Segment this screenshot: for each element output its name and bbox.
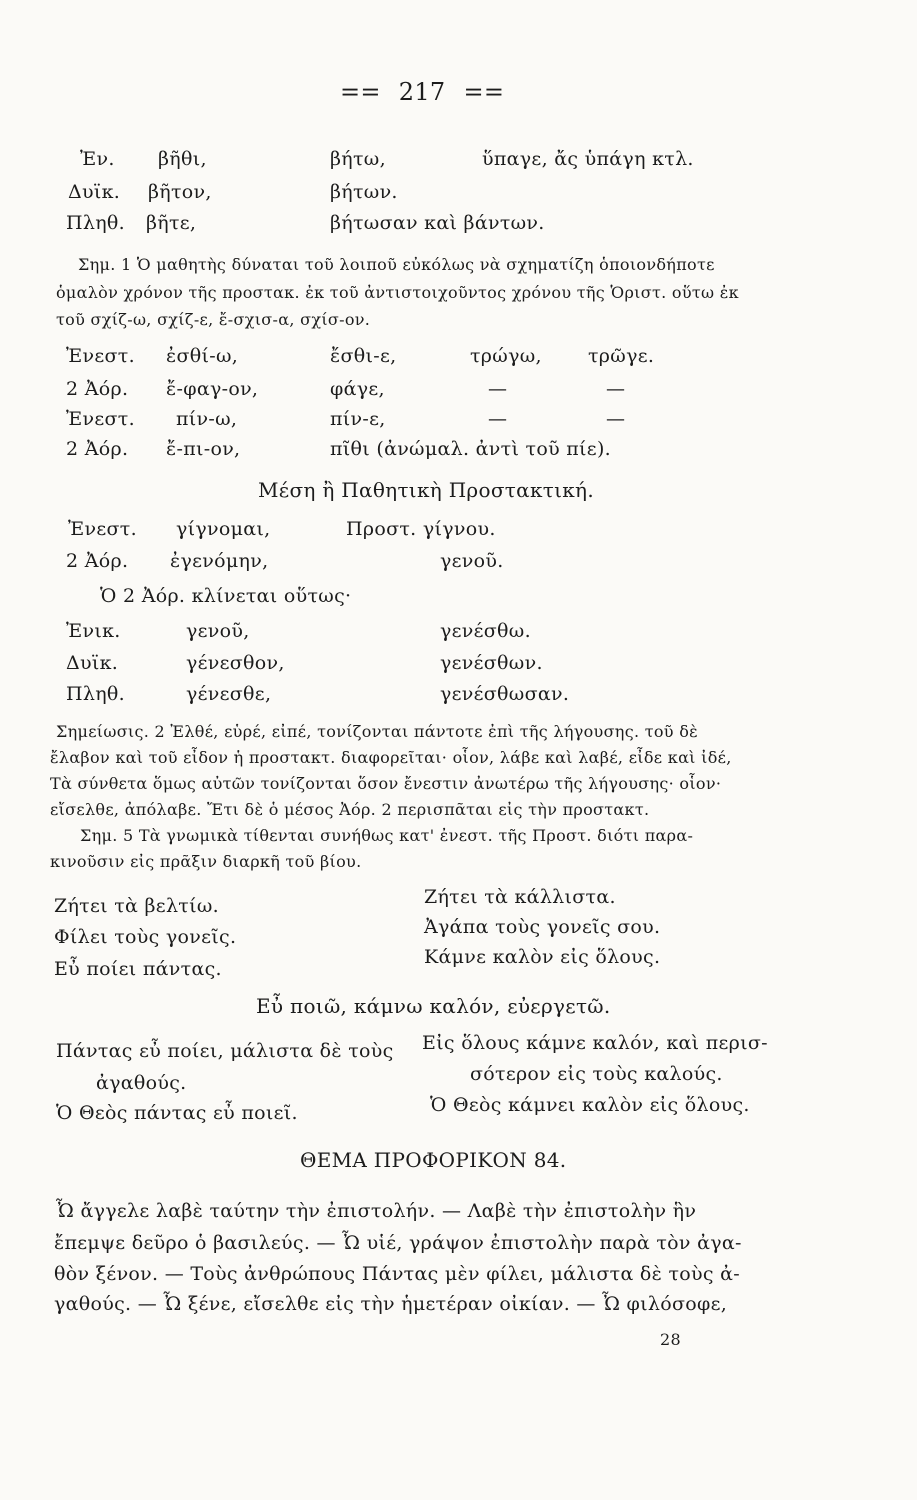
table4-cell: γένεσθε, bbox=[186, 683, 272, 705]
table2-cell: ἐσθί-ω, bbox=[166, 345, 239, 367]
header-deco-right-2: = bbox=[483, 78, 505, 106]
pair-left-line: ἀγαθούς. bbox=[96, 1072, 187, 1094]
maxim-right: Ζήτει τὰ κάλλιστα. bbox=[424, 886, 616, 908]
table2-row-label: Ἐνεστ. bbox=[66, 345, 135, 367]
page-header bbox=[340, 78, 504, 106]
table1-cell: βῆτον, bbox=[148, 181, 212, 203]
table2-cell: — bbox=[488, 408, 508, 430]
table2-cell: φάγε, bbox=[330, 378, 385, 400]
exercise-line: γαθούς. — Ὦ ξένε, εἴσελθε εἰς τὴν ἡμετέραν οἰκίαν. — Ὦ φιλόσοφε, bbox=[54, 1293, 728, 1315]
table1-row-label: Πληθ. bbox=[66, 212, 125, 234]
table4-cell: γένεσθον, bbox=[186, 652, 285, 674]
maxim-right: Ἀγάπα τοὺς γονεῖς σου. bbox=[424, 916, 661, 938]
table4-cell: γενοῦ, bbox=[186, 620, 250, 642]
exercise-line: θὸν ξένον. — Τοὺς ἀνθρώπους Πάντας μὲν φίλει, μάλιστα δὲ τοὺς ἀ- bbox=[54, 1263, 741, 1285]
note2-line: Σημείωσις. 2 Ἐλθέ, εὑρέ, εἰπέ, τονίζονται πάντοτε ἐπὶ τῆς λήγουσης. τοῦ δὲ bbox=[56, 722, 699, 741]
exercise-line: Ὦ ἄγγελε λαβὲ ταύτην τὴν ἐπιστολήν. — Λαβὲ τὴν ἐπιστολὴν ἣν bbox=[56, 1200, 697, 1222]
table2-cell: τρώγω, bbox=[470, 345, 542, 367]
table2-row-label: 2 Ἀόρ. bbox=[66, 438, 129, 460]
maxim-left: Ζήτει τὰ βελτίω. bbox=[54, 895, 219, 917]
aorist-line: Ὁ 2 Ἀόρ. κλίνεται οὕτως· bbox=[100, 585, 352, 607]
table3-row-label: 2 Ἀόρ. bbox=[66, 550, 129, 572]
maxim-left: Φίλει τοὺς γονεῖς. bbox=[54, 926, 237, 948]
pair-right-line: Εἰς ὅλους κάμνε καλόν, καὶ περισ- bbox=[422, 1032, 768, 1054]
table1-row-label: Δυϊκ. bbox=[68, 181, 121, 203]
table3-row-label: Ἐνεστ. bbox=[68, 518, 137, 540]
table1-cell: ὕπαγε, ἄς ὑπάγη κτλ. bbox=[482, 148, 694, 170]
table3-cell: γενοῦ. bbox=[440, 550, 504, 572]
note1-line: Σημ. 1 Ὁ μαθητὴς δύναται τοῦ λοιποῦ εὐκόλως νὰ σχηματίζη ὁποιονδήποτε bbox=[78, 255, 715, 274]
table2-cell: ἔ-φαγ-ον, bbox=[166, 378, 259, 400]
table4-cell: γενέσθωσαν. bbox=[440, 683, 570, 705]
note1-line: ὁμαλὸν χρόνον τῆς προστακ. ἐκ τοῦ ἀντιστοιχοῦντος χρόνου τῆς Ὁριστ. οὕτω ἐκ bbox=[56, 283, 739, 302]
table4-cell: γενέσθω. bbox=[440, 620, 531, 642]
header-deco-right: = bbox=[463, 78, 484, 106]
table3-cell: ἐγενόμην, bbox=[170, 550, 269, 572]
header-deco-left-2: = bbox=[360, 78, 381, 106]
maxim-right: Κάμνε καλὸν εἰς ὅλους. bbox=[424, 946, 661, 968]
note2-line: Τὰ σύνθετα ὅμως αὐτῶν τονίζονται ὅσον ἔνεστιν ἀνωτέρω τῆς λήγουσης· οἷον· bbox=[50, 774, 722, 793]
table2-cell: πίν-ε, bbox=[330, 408, 386, 430]
table1-cell: βήτω, bbox=[330, 148, 386, 170]
table2-cell: πίν-ω, bbox=[176, 408, 238, 430]
pair-right-line: Ὁ Θεὸς κάμνει καλὸν εἰς ὅλους. bbox=[430, 1094, 750, 1116]
table4-row-label: Δυϊκ. bbox=[66, 652, 119, 674]
table1-cell: βῆτε, bbox=[146, 212, 197, 234]
table2-cell: — bbox=[488, 378, 508, 400]
table3-cell: γίγνομαι, bbox=[176, 518, 271, 540]
note3-line: Σημ. 5 Τὰ γνωμικὰ τίθενται συνήθως κατ' ἐνεστ. τῆς Προστ. διότι παρα- bbox=[80, 826, 694, 845]
exercise-title: ΘΕΜΑ ΠΡΟΦΟΡΙΚΟΝ 84. bbox=[300, 1148, 567, 1172]
table2-cell: — bbox=[606, 378, 626, 400]
table4-cell: γενέσθων. bbox=[440, 652, 543, 674]
footer-signature: 28 bbox=[660, 1330, 681, 1349]
table2-cell: ἔ-πι-ον, bbox=[166, 438, 241, 460]
table2-row-label: Ἐνεστ. bbox=[66, 408, 135, 430]
table2-cell: — bbox=[606, 408, 626, 430]
note3-line: κινοῦσιν εἰς πρᾶξιν διαρκῆ τοῦ βίου. bbox=[50, 852, 362, 871]
table1-cell: βῆθι, bbox=[158, 148, 207, 170]
table4-row-label: Πληθ. bbox=[66, 683, 125, 705]
page-number: 217 bbox=[398, 78, 446, 106]
pair-right-line: σότερον εἰς τοὺς καλούς. bbox=[470, 1063, 723, 1085]
maxim-left: Εὖ ποίει πάντας. bbox=[54, 958, 222, 980]
note1-line: τοῦ σχίζ-ω, σχίζ-ε, ἔ-σχισ-α, σχίσ-ον. bbox=[56, 310, 371, 329]
row-label: Ἐν. bbox=[80, 148, 115, 170]
centered-maxim: Εὖ ποιῶ, κάμνω καλόν, εὐεργετῶ. bbox=[256, 994, 611, 1018]
table2-cell: πῖθι (ἀνώμαλ. ἀντὶ τοῦ πίε). bbox=[330, 438, 612, 460]
header-deco-left: = bbox=[340, 78, 361, 106]
pair-left-line: Ὁ Θεὸς πάντας εὖ ποιεῖ. bbox=[56, 1102, 298, 1124]
table2-cell: ἔσθι-ε, bbox=[330, 345, 397, 367]
note2-line: εἴσελθε, ἀπόλαβε. Ἔτι δὲ ὁ μέσος Ἀόρ. 2 περισπᾶται εἰς τὴν προστακτ. bbox=[50, 800, 650, 819]
pair-left-line: Πάντας εὖ ποίει, μάλιστα δὲ τοὺς bbox=[56, 1040, 394, 1062]
table2-row-label: 2 Ἀόρ. bbox=[66, 378, 129, 400]
table3-cell: Προστ. γίγνου. bbox=[346, 518, 496, 540]
exercise-line: ἔπεμψε δεῦρο ὁ βασιλεύς. — Ὦ υἱέ, γράψον ἐπιστολὴν παρὰ τὸν ἀγα- bbox=[54, 1232, 742, 1254]
table1-row bbox=[80, 148, 115, 170]
table1-cell: βήτωσαν καὶ βάντων. bbox=[330, 212, 545, 234]
table4-row-label: Ἐνικ. bbox=[66, 620, 121, 642]
note2-line: ἔλαβον καὶ τοῦ εἶδον ἡ προστακτ. διαφορεῖται· οἷον, λάβε καὶ λαβέ, εἶδε καὶ ἰδέ, bbox=[50, 748, 732, 767]
section-title: Μέση ἢ Παθητικὴ Προστακτική. bbox=[258, 478, 594, 502]
table1-cell: βήτων. bbox=[330, 181, 398, 203]
table2-cell: τρῶγε. bbox=[588, 345, 655, 367]
